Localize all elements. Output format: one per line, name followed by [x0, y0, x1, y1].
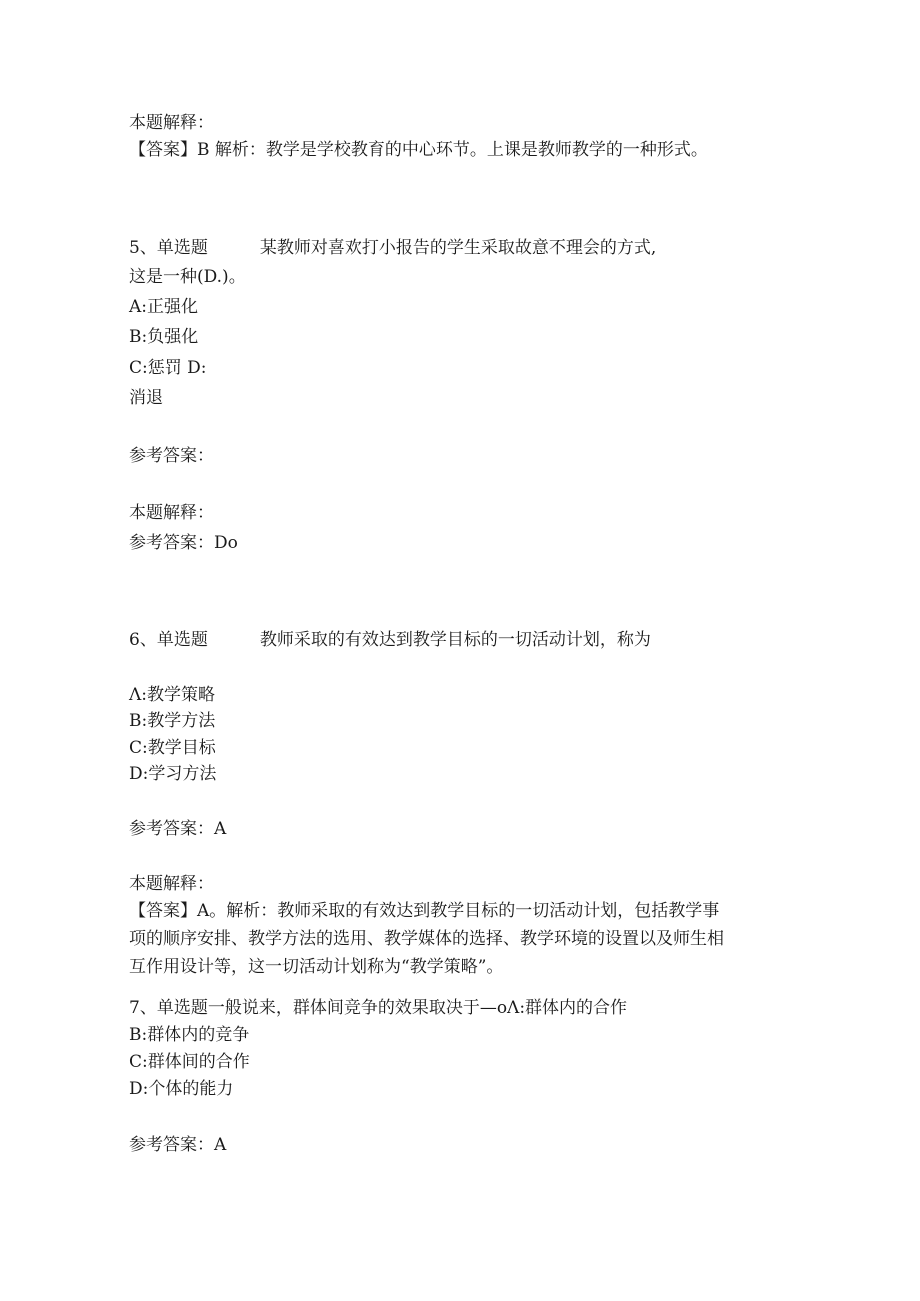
question-5-header [129, 237, 656, 259]
question-7-header: 7、单选题一般说来，群体间竞争的效果取决于—oΛ:群体内的合作 [129, 998, 628, 1018]
option-a: A:正强化 [129, 297, 199, 317]
question-number: 5、单选题 [129, 238, 208, 258]
option-d: D:学习方法 [129, 764, 217, 784]
option-c: C:教学目标 [129, 738, 216, 758]
option-b: B:教学方法 [129, 711, 216, 731]
answer: 参考答案：A [129, 1135, 227, 1155]
explanation-label: 本题解释： [129, 113, 214, 133]
option-d: D:个体的能力 [129, 1079, 234, 1099]
option-c-d: C:惩罚 D: [129, 358, 207, 378]
explanation-line-1: 【答案】A。解析：教师采取的有效达到教学目标的一切活动计划，包括教学事 [129, 901, 720, 921]
answer-label: 参考答案： [129, 446, 214, 466]
answer: 参考答案：A [129, 819, 227, 839]
option-c: C:群体间的合作 [129, 1052, 250, 1072]
question-stem-continued: 这是一种(D.)。 [129, 267, 246, 287]
option-b: B:群体内的竞争 [129, 1025, 250, 1045]
explanation-line-2: 项的顺序安排、教学方法的选用、教学媒体的选择、教学环境的设置以及师生相 [129, 929, 724, 949]
question-number: 6、单选题 [129, 630, 208, 650]
option-a: Λ:教学策略 [129, 685, 216, 705]
question-stem: 教师采取的有效达到教学目标的一切活动计划，称为 [259, 630, 651, 650]
explanation-label: 本题解释： [129, 503, 214, 523]
question-6-header [129, 629, 651, 651]
option-d-text: 消退 [129, 388, 163, 408]
explanation-text: 【答案】B 解析：教学是学校教育的中心环节。上课是教师教学的一种形式。 [129, 140, 708, 160]
explanation-text: 参考答案：Do [129, 533, 238, 553]
explanation-label: 本题解释： [129, 874, 214, 894]
option-b: B:负强化 [129, 327, 199, 347]
explanation-line-3: 互作用设计等，这一切活动计划称为“教学策略”。 [129, 957, 504, 977]
question-stem: 某教师对喜欢打小报告的学生采取故意不理会的方式, [259, 238, 657, 258]
